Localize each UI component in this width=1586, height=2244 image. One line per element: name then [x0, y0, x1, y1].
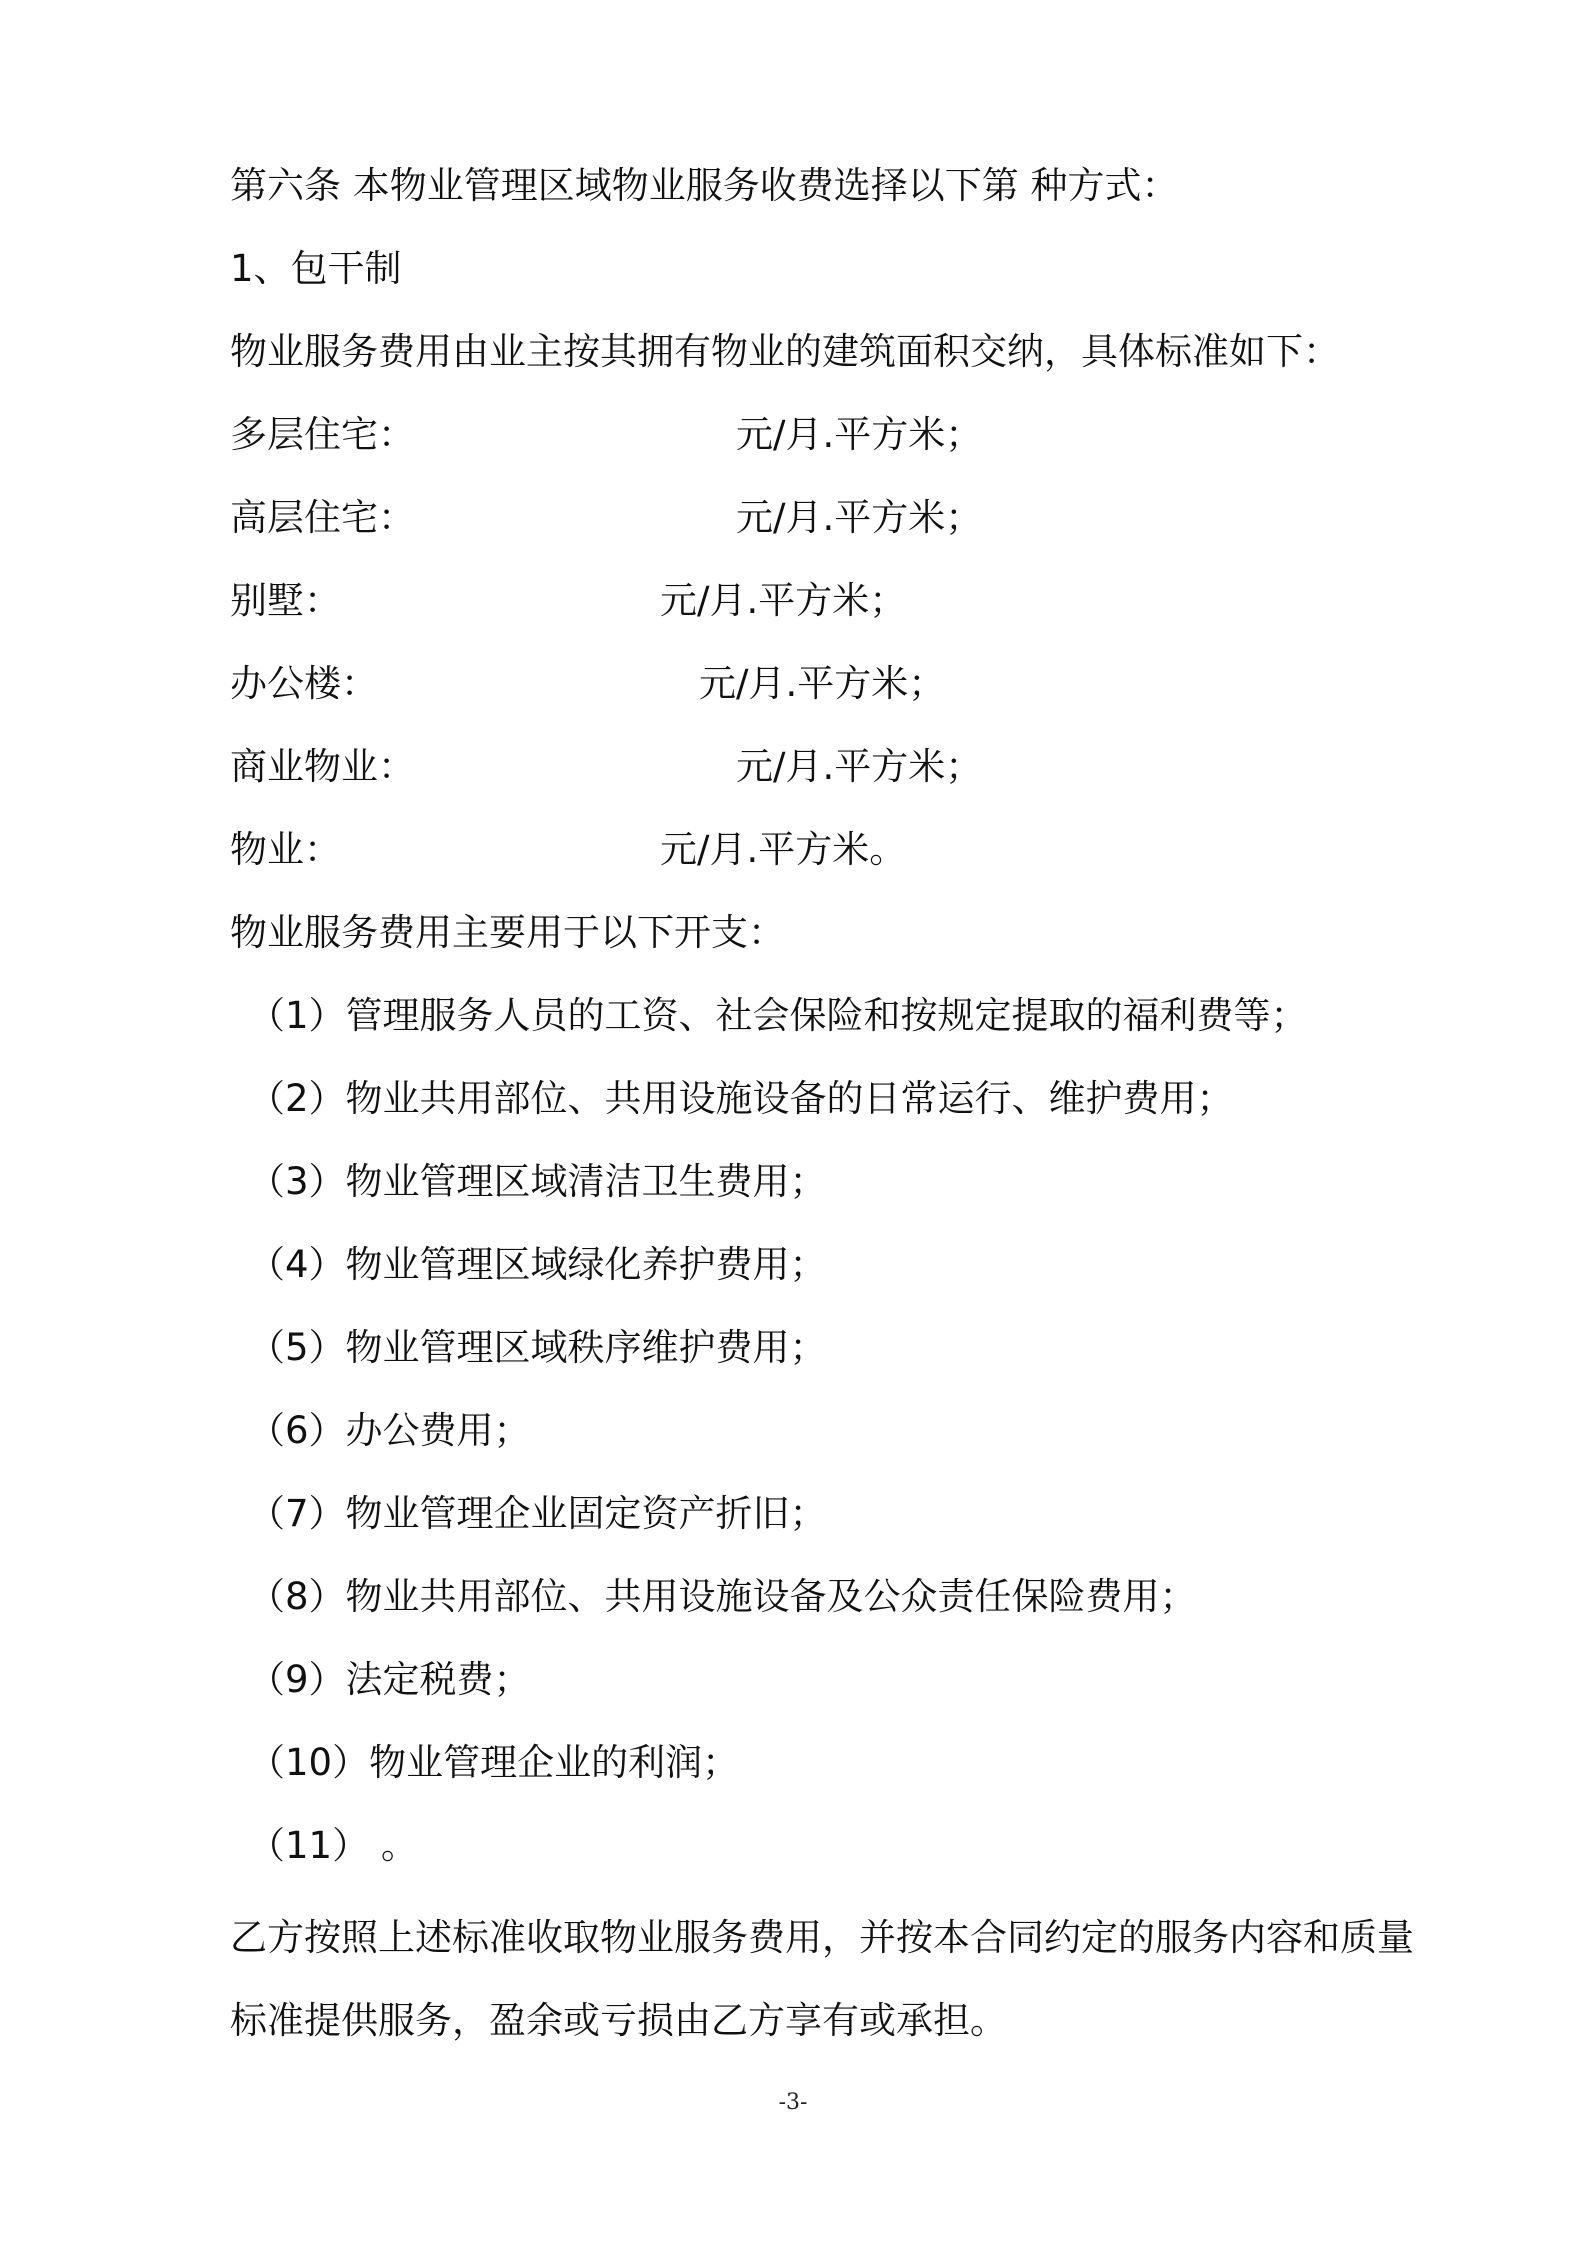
fee-unit: 元/月.平方米； — [660, 579, 907, 622]
fee-row-multistory — [230, 411, 1230, 459]
fee-intro: 物业服务费用由业主按其拥有物业的建筑面积交纳，具体标准如下： — [230, 330, 1340, 373]
fee-label: 办公楼： — [230, 662, 378, 705]
fee-row-commercial — [230, 743, 1230, 791]
fee-label: 物业： — [230, 828, 341, 871]
fee-label: 别墅： — [230, 579, 341, 622]
closing-paragraph-line-1: 乙方按照上述标准收取物业服务费用，并按本合同约定的服务内容和质量 — [230, 1916, 1414, 1959]
fee-label: 高层住宅： — [230, 496, 415, 539]
fee-row-highrise — [230, 494, 1230, 542]
expenses-intro: 物业服务费用主要用于以下开支： — [230, 911, 785, 954]
fee-row-office — [230, 660, 1230, 708]
fee-unit: 元/月.平方米； — [736, 745, 983, 788]
expense-item: （3）物业管理区域清洁卫生费用； — [248, 1160, 827, 1203]
expense-item: （1）管理服务人员的工资、社会保险和按规定提取的福利费等； — [248, 994, 1308, 1037]
expense-item: （7）物业管理企业固定资产折旧； — [248, 1492, 827, 1535]
article-heading: 第六条 本物业管理区域物业服务收费选择以下第 种方式： — [230, 164, 1179, 207]
fee-unit: 元/月.平方米； — [736, 496, 983, 539]
expense-item: （10）物业管理企业的利润； — [248, 1741, 740, 1784]
section-subheading: 1、包干制 — [230, 247, 402, 290]
expense-item: （11） 。 — [248, 1824, 418, 1867]
expense-item: （2）物业共用部位、共用设施设备的日常运行、维护费用； — [248, 1077, 1234, 1120]
expense-item: （8）物业共用部位、共用设施设备及公众责任保险费用； — [248, 1575, 1197, 1618]
fee-row-property — [230, 826, 1230, 874]
fee-unit: 元/月.平方米。 — [660, 828, 907, 871]
expense-item: （6）办公费用； — [248, 1409, 531, 1452]
fee-unit: 元/月.平方米； — [736, 413, 983, 456]
page-number: -3- — [778, 2090, 808, 2115]
expense-item: （5）物业管理区域秩序维护费用； — [248, 1326, 827, 1369]
expense-item: （4）物业管理区域绿化养护费用； — [248, 1243, 827, 1286]
fee-row-villa — [230, 577, 1230, 625]
fee-unit: 元/月.平方米； — [699, 662, 946, 705]
closing-paragraph-line-2: 标准提供服务，盈余或亏损由乙方享有或承担。 — [230, 1999, 1007, 2042]
expense-item: （9）法定税费； — [248, 1658, 531, 1701]
fee-label: 多层住宅： — [230, 413, 415, 456]
fee-label: 商业物业： — [230, 745, 415, 788]
